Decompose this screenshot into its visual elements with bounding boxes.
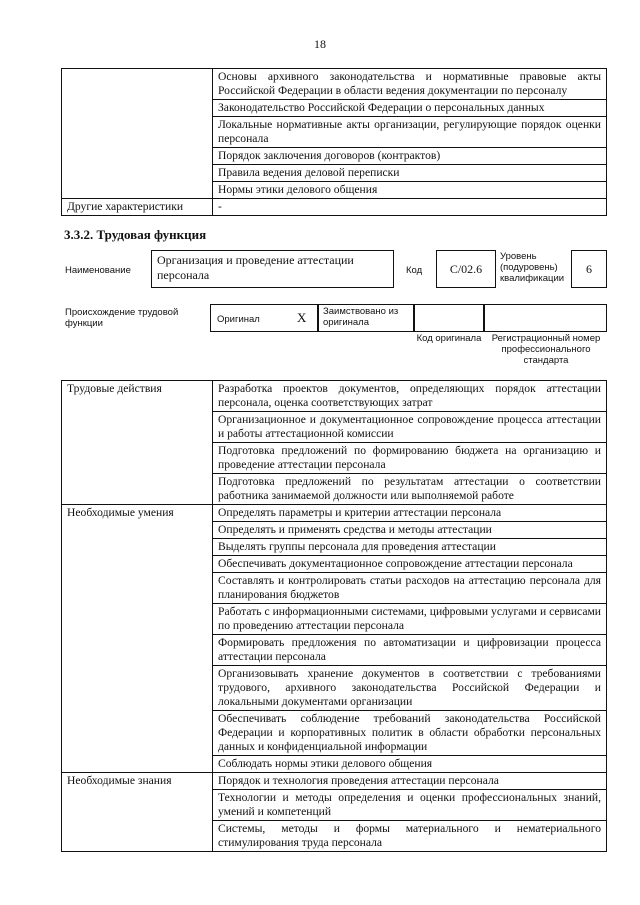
origin-label: Происхождение трудовой функции [65, 307, 179, 329]
page-number: 18 [314, 37, 326, 51]
section-title: 3.3.2. Трудовая функция [64, 227, 207, 242]
skill-item: Работать с информационными системами, цифровыми услугами и сервисами по проведению аттестации персонала [213, 604, 607, 635]
borrowed-box [318, 304, 414, 332]
reg-number-label: Регистрационный номер профессионального стандарта [491, 333, 601, 366]
skill-item: Формировать предложения по автоматизации и цифровизации процесса аттестации персонала [213, 635, 607, 666]
previous-function-table [61, 68, 607, 216]
skill-item: Обеспечивать соблюдение требований законодательства Российской Федерации и корпоративных политик в области обработки персональных данных и конфиденциальной информации [213, 711, 607, 756]
other-characteristics-label: Другие характеристики [62, 199, 213, 216]
actions-label: Трудовые действия [62, 381, 213, 505]
knowledge-item: Законодательство Российской Федерации о персональных данных [213, 100, 607, 117]
skill-item: Определять и применять средства и методы аттестации [213, 522, 607, 539]
level-label: Уровень (подуровень) квалификации [500, 251, 565, 284]
skill-item: Организовывать хранение документов в соответствии с требованиями трудового, архивного законодательства Российской Федерации и локальными документами организации [213, 666, 607, 711]
skill-item: Составлять и контролировать статьи расходов на аттестацию персонала для планирования бюджетов [213, 573, 607, 604]
original-mark: X [297, 310, 307, 325]
knowledge-item: Порядок заключения договоров (контрактов) [213, 148, 607, 165]
skill-item: Выделять группы персонала для проведения аттестации [213, 539, 607, 556]
other-characteristics-value: - [213, 199, 607, 216]
reg-number-box [484, 304, 607, 332]
knowledge-item: Технологии и методы определения и оценки профессиональных знаний, умений и компетенций [213, 790, 607, 821]
level-value: 6 [571, 250, 607, 288]
original-box [210, 304, 318, 332]
knowledge-item: Системы, методы и формы материального и нематериального стимулирования труда персонала [213, 821, 607, 852]
action-item: Подготовка предложений по формированию бюджета на организацию и проведение аттестации персонала [213, 443, 607, 474]
knowledge-item: Основы архивного законодательства и нормативные правовые акты Российской Федерации в области ведения документации по персоналу [213, 69, 607, 100]
action-item: Подготовка предложений по результатам аттестации о соответствии работника занимаемой должности или выполняемой работе [213, 474, 607, 505]
knowledge-item: Локальные нормативные акты организации, регулирующие порядок оценки персонала [213, 117, 607, 148]
name-label: Наименование [65, 265, 131, 276]
knowledge-label: Необходимые знания [62, 773, 213, 852]
skill-item: Соблюдать нормы этики делового общения [213, 756, 607, 773]
code-original-box [414, 304, 484, 332]
code-original-label: Код оригинала [416, 333, 482, 344]
original-label: Оригинал [217, 314, 260, 325]
code-label: Код [406, 265, 423, 276]
name-value: Организация и проведение аттестации персонала [151, 250, 394, 288]
action-item: Организационное и документационное сопровождение процесса аттестации и работы аттестационной комиссии [213, 412, 607, 443]
skills-label: Необходимые умения [62, 505, 213, 773]
table-label-cell [62, 69, 213, 199]
borrowed-label: Заимствовано из оригинала [323, 306, 399, 328]
skill-item: Обеспечивать документационное сопровождение аттестации персонала [213, 556, 607, 573]
code-value: C/02.6 [436, 250, 496, 288]
action-item: Разработка проектов документов, определяющих порядок аттестации персонала, оценка соответствующих затрат [213, 381, 607, 412]
labor-function-table [61, 380, 607, 852]
knowledge-item: Правила ведения деловой переписки [213, 165, 607, 182]
knowledge-item: Нормы этики делового общения [213, 182, 607, 199]
knowledge-item: Порядок и технология проведения аттестации персонала [213, 773, 607, 790]
skill-item: Определять параметры и критерии аттестации персонала [213, 505, 607, 522]
